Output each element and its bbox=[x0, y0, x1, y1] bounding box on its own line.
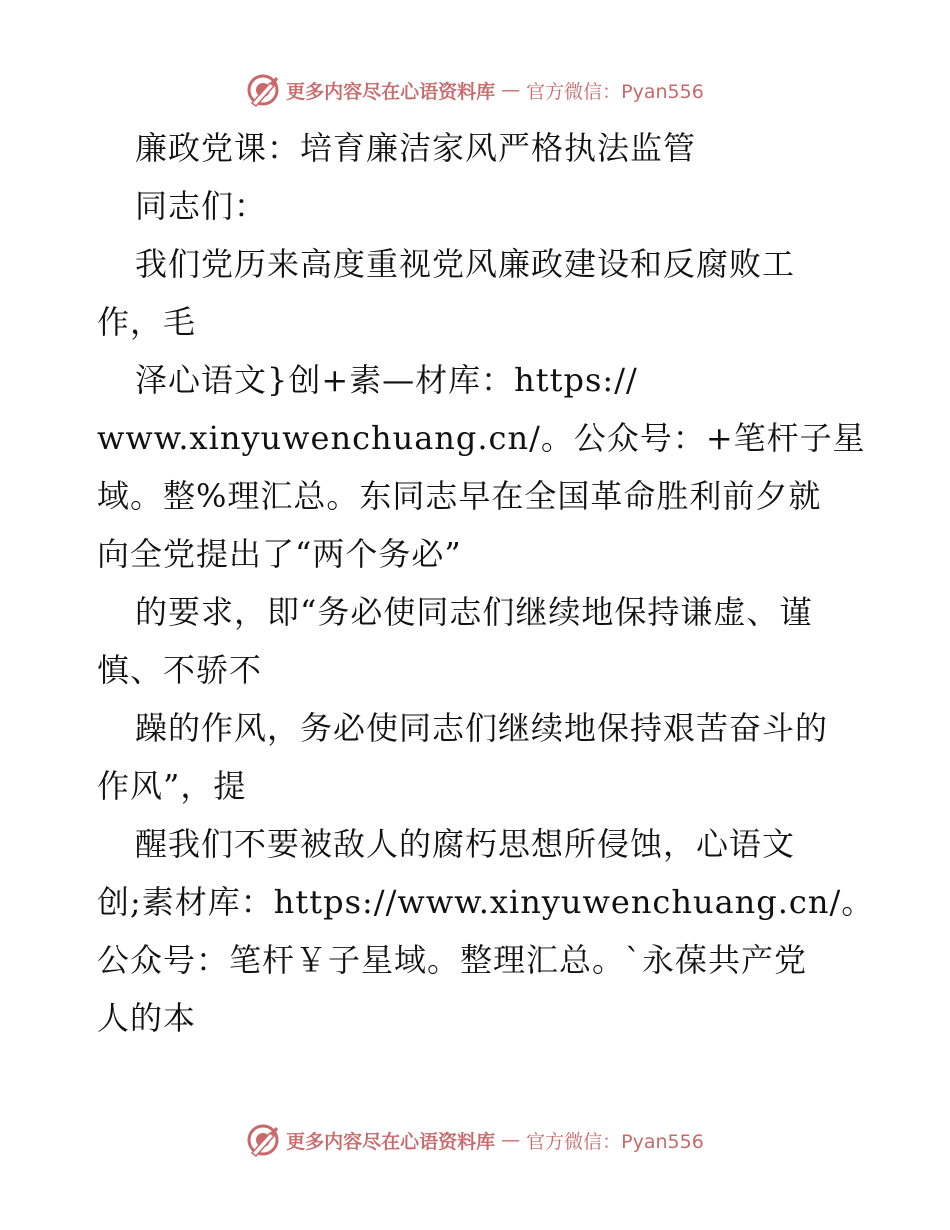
banner-separator: — bbox=[501, 1129, 521, 1151]
banner-separator: — bbox=[501, 79, 521, 101]
footer-banner bbox=[0, 1122, 950, 1158]
text-line: 作风”，提 bbox=[97, 767, 247, 805]
banner-wechat: 官方微信：Pyan556 bbox=[526, 1130, 704, 1153]
banner-title: 更多内容尽在心语资料库 bbox=[286, 1130, 496, 1153]
banner-title: 更多内容尽在心语资料库 bbox=[286, 80, 496, 103]
text-line: 向全党提出了“两个务必” bbox=[97, 535, 462, 573]
pen-seal-logo-icon bbox=[246, 73, 280, 107]
text-line: 域。整%理汇总。东同志早在全国革命胜利前夕就 bbox=[97, 477, 822, 515]
text-line: 躁的作风，务必使同志们继续地保持艰苦奋斗的 bbox=[135, 709, 829, 747]
header-banner bbox=[0, 72, 950, 108]
text-line: 作，毛 bbox=[97, 303, 197, 341]
text-line: 我们党历来高度重视党风廉政建设和反腐败工 bbox=[135, 245, 796, 283]
text-line: 慎、不骄不 bbox=[97, 651, 263, 689]
text-line: 人的本 bbox=[97, 999, 197, 1037]
banner-wechat: 官方微信：Pyan556 bbox=[526, 80, 704, 103]
text-line: 同志们： bbox=[135, 187, 268, 225]
text-line: 的要求，即“务必使同志们继续地保持谦虚、谨 bbox=[135, 593, 813, 631]
text-line: 创;素材库：https://www.xinyuwenchuang.cn/。 bbox=[97, 883, 875, 921]
text-line: 醒我们不要被敌人的腐朽思想所侵蚀，心语文 bbox=[135, 825, 796, 863]
text-line: www.xinyuwenchuang.cn/。公众号：+笔杆子星 bbox=[97, 419, 866, 457]
text-line: 公众号：笔杆￥子星域。整理汇总。`永葆共产党 bbox=[97, 941, 808, 979]
text-line: 泽心语文}创+素—材库：https:// bbox=[135, 361, 638, 399]
document-title: 廉政党课：培育廉洁家风严格执法监管 bbox=[135, 129, 697, 167]
pen-seal-logo-icon bbox=[246, 1123, 280, 1157]
